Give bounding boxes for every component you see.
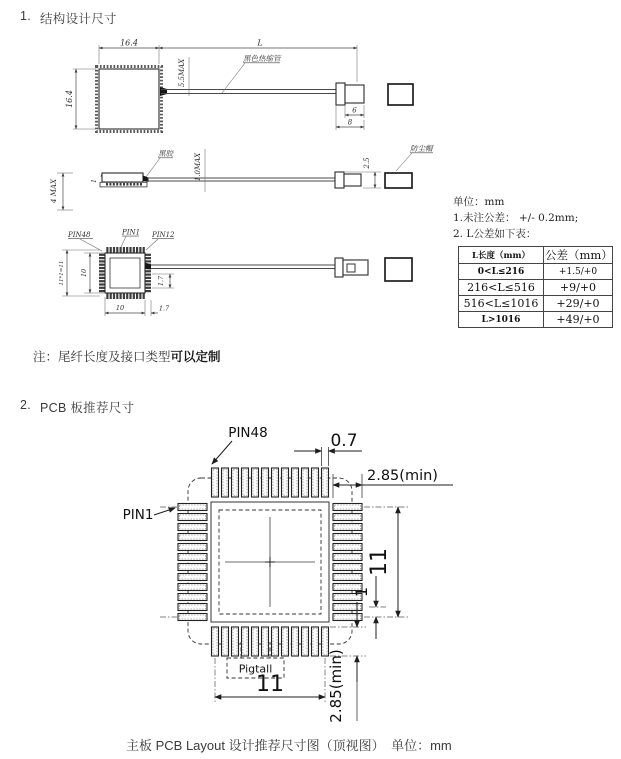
tolerance-header-row (459, 247, 613, 264)
tolerance-header-tol: 公差（mm） (545, 248, 613, 262)
dim-height-label: 16.4 (65, 90, 74, 108)
connector3-cap (385, 258, 412, 281)
dim-cable-dia2-label: 1.0MAX (194, 152, 202, 182)
chip-die (110, 258, 140, 288)
connector-body (345, 85, 364, 103)
heatshrink-label: 黑色热缩管 (243, 54, 281, 63)
customization-note-text: 注：尾纤长度及接口类型 (33, 350, 171, 364)
dim-width-label: 16.4 (120, 38, 138, 48)
glue-label: 黑胶 (158, 149, 173, 158)
section1-title: 结构设计尺寸 (40, 12, 117, 26)
dustcap-label: 防尘帽 (410, 144, 433, 153)
customization-note (33, 347, 221, 365)
module-body (99, 69, 159, 129)
connector3-ferrule (335, 258, 343, 277)
module-side-body (102, 173, 143, 182)
pcb-caption: 主板 PCB Layout 设计推荐尺寸图（顶视图） 单位：mm (126, 738, 452, 753)
pcb-pin48-label: PIN48 (228, 425, 268, 441)
connector-cap (388, 84, 413, 105)
dim-length-label: L (257, 38, 263, 48)
module-side-pins (106, 183, 142, 186)
tolerance-row (459, 296, 613, 312)
tolerance-note-1: 1.未注公差： +/- 0.2mm; (453, 212, 579, 224)
structure-drawing-side-view (45, 140, 445, 215)
section1-number: 1. (20, 9, 32, 23)
structure-drawing-pinout (50, 226, 450, 338)
tolerance-range: 516<L≤1016 (459, 296, 544, 312)
pcb-dim-pad-length-bottom: 2.85(min) (327, 649, 345, 723)
cable-joint2 (145, 263, 151, 270)
dim-connector6-label: 6 (352, 106, 357, 115)
tolerance-value: +49/+0 (544, 312, 613, 328)
tolerance-range: L>1016 (459, 312, 544, 328)
dim-cable-dia-label: 5.5MAX (178, 58, 186, 88)
connector2-ferrule (335, 172, 344, 188)
customization-note-bold: 可以定制 (170, 350, 221, 364)
dim-2p5-label: 2.5 (363, 157, 371, 169)
dim-pinlen-label: 1.7 (158, 304, 170, 313)
pin12-label: PIN12 (152, 231, 175, 239)
pcb-pigtail-label: Pigtall (238, 662, 273, 676)
tolerance-row (459, 312, 613, 328)
tolerance-row (459, 264, 613, 280)
dim-body-v-label: 10 (80, 268, 88, 278)
tolerance-value: +1.5/+0 (544, 264, 613, 280)
dim-connector8-label: 8 (347, 118, 353, 127)
dim-pinside-label: 1.7 (157, 275, 165, 287)
connector3-pin (347, 264, 355, 272)
dim-1-label: 1 (90, 178, 98, 184)
dim-body-h-label: 10 (115, 304, 125, 312)
section2-title: PCB 板推荐尺寸 (40, 401, 135, 415)
pcb-dim-span-right: 11 (367, 548, 392, 576)
tolerance-header-length: L长度（mm） (459, 247, 544, 264)
tolerance-range: 216<L≤516 (459, 280, 544, 296)
connector-ferrule (336, 83, 345, 105)
pcb-pin1-label: PIN1 (122, 507, 154, 523)
tolerance-range: 0<L≤216 (459, 264, 544, 280)
connector2-body (344, 174, 361, 186)
tolerance-value: +29/+0 (544, 296, 613, 312)
structure-drawing-top-view (55, 36, 435, 146)
pcb-dim-pitch: 1 (352, 586, 371, 598)
cable-joint (160, 87, 167, 96)
tolerance-row (459, 280, 613, 296)
pcb-footprint-diagram (120, 425, 460, 730)
pcb-dim-pad-width: 0.7 (330, 431, 358, 451)
dim-pitch-total-label: 11*1=11 (59, 260, 65, 286)
pcb-dim-pad-length-top: 2.85(min) (367, 468, 438, 484)
tolerance-table (458, 246, 613, 328)
dust-cap (385, 173, 412, 188)
section2-number: 2. (20, 398, 32, 412)
tolerance-note-2: 2. L公差如下表： (453, 228, 537, 240)
tolerance-value: +9/+0 (544, 280, 613, 296)
pin1-label: PIN1 (122, 228, 141, 237)
dim-4max-label: 4 MAX (50, 179, 58, 203)
pcb-dim-span-bottom: 11 (256, 672, 284, 697)
unit-note: 单位：mm (453, 196, 505, 208)
pin48-label: PIN48 (68, 231, 91, 239)
